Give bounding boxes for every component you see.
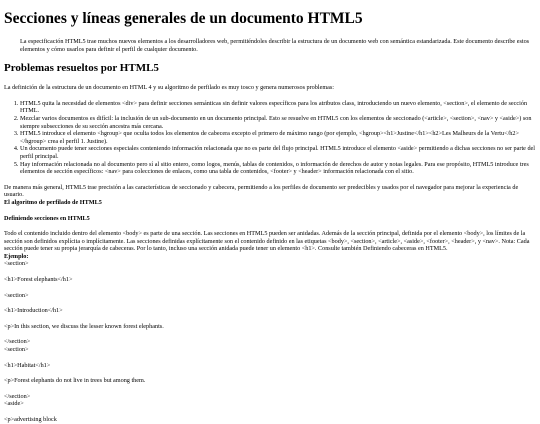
page-title: Secciones y líneas generales de un documento HTML5 <box>4 10 363 27</box>
code-line: <h1>Forest elephants</h1> <box>4 276 73 284</box>
code-line: <section> <box>4 260 29 268</box>
list-item: 1. HTML5 quita la necesidad de elementos <div> para definir secciones semánticas sin definir valores específicos para los atributos class, introduciendo un nuevo elemento, <section>, el elemento de sección HTML. <box>20 100 536 115</box>
section-heading-problems: Problemas resueltos por HTML5 <box>4 62 159 75</box>
algorithm-heading: El algoritmo de perfilado de HTML5 <box>4 198 102 206</box>
problems-list <box>4 100 536 176</box>
code-line: </section> <box>4 338 31 346</box>
intro-paragraph: La especificación HTML5 trae muchos nuevos elementos a los desarrolladores web, permitiéndoles describir la estructura de un documento web con semántica estandarizada. Este documento describe estos elementos y cómo usarlos para definir el perfil de cualquier documento. <box>20 38 530 53</box>
code-line: <aside> <box>4 400 24 408</box>
code-line: </section> <box>4 392 31 400</box>
code-line: <section> <box>4 346 29 354</box>
list-item: 4. Un documento puede tener secciones especiales conteniendo información relacionada que no es parte del flujo principal. HTML5 introduce el elemento <aside> permitiendo a dichas secciones no ser parte del perfil principal. <box>20 145 536 160</box>
list-item: 2. Mezclar varios documentos es difícil: la inclusión de un sub-documento en un documento principal. Esto se resuelve en HTML5 con los elementos de seccionado (<article>, <section>, <nav> y <aside>) son siempre subsecciones de su sección ancestra más cercana. <box>20 115 536 130</box>
code-line: <p>advertising block <box>4 416 57 423</box>
defining-sections-paragraph: Todo el contenido incluido dentro del elemento <body> es parte de una sección. Las secciones en HTML5 pueden ser anidadas. Además de la sección principal, definida por el elemento <body>, los límites de la sección son definidos explícita o implícitamente. Las secciones definidas explícitamente son el contenido definido en las etiquetas <body>, <section>, <article>, <aside>, <footer>, <header>, y <nav>. Nota: Cada sección puede tener su propia jerarquía de cabeceras. Por lo tanto, incluso una sección anidada puede tener un elemento <h1>. Consulte también Definiendo cabeceras en HTML5. <box>4 230 530 253</box>
list-item: 5. Hay información relacionada no al documento pero sí al sitio entero, como logos, menús, tablas de contenidos, o información de derechos de autor y notas legales. Para ese propósito, HTML5 introduce tres elementos de sección específicos: <nav> para colecciones de enlaces, como una tabla de contenidos, <footer> y <header> información relacionada con el sitio. <box>20 161 536 176</box>
example-label: Ejemplo: <box>4 252 29 260</box>
summary-paragraph: De manera más general, HTML5 trae precisión a las características de seccionado y cabecera, permitiendo a los perfiles de documento ser predecibles y usados por el navegador para mejorar la experiencia de usuario. <box>4 183 519 199</box>
code-line: <p>In this section, we discuss the lesser known forest elephants. <box>4 322 164 330</box>
code-line: <p>Forest elephants do not live in trees but among them. <box>4 377 146 385</box>
code-line: <h1>Habitat</h1> <box>4 361 51 369</box>
code-line: <section> <box>4 291 29 299</box>
list-item: 3. HTML5 introduce el elemento <hgroup> que oculta todos los elementos de cabecera excepto el primero de máximo rango (por ejemplo, <hgroup><h1>Justine</h1><h2>Les Malheurs de la Vertu</h2></hgroup> crea el perfil 1. Justine). <box>20 130 536 145</box>
code-line: <h1>Introduction</h1> <box>4 307 63 315</box>
problems-intro-paragraph: La definición de la estructura de un documento en HTML 4 y su algoritmo de perfilado es muy tosco y genera numerosos problemas: <box>4 84 335 92</box>
defining-sections-heading: Definiendo secciones en HTML5 <box>4 214 90 222</box>
